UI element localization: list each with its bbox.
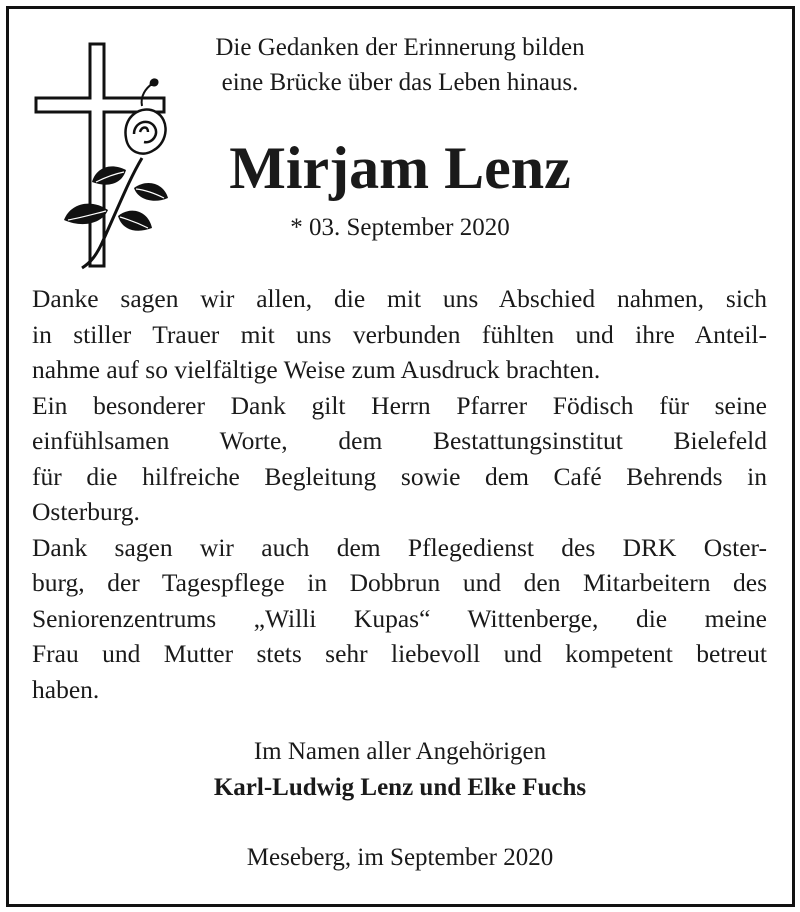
deceased-name: Mirjam Lenz [229,135,571,201]
text-line: Danke sagen wir allen, die mit uns Abschied nahmen, sich [32,284,767,313]
text-line: haben. [32,674,100,704]
text-line: für die hilfreiche Begleitung sowie dem Café Behrends in [32,461,767,491]
place-date: Meseberg, im September 2020 [246,844,554,871]
text-line: nahme auf so vielfältige Weise zum Ausdruck brachten. [32,355,601,384]
text-line: einfühlsamen Worte, dem Bestattungsinstitut Bielefeld [32,426,767,455]
text-line: Dank sagen wir auch dem Pflegedienst des DRK Oster- [32,532,767,562]
cross-with-rose-icon [30,38,175,273]
quote-line: eine Brücke über das Leben hinaus. [221,69,579,96]
text-line: in stiller Trauer mit uns verbunden fühlten und ihre Anteil- [32,319,767,349]
thanks-text [32,281,767,707]
text-line: Osterburg. [32,497,140,526]
signature-intro: Im Namen aller Angehörigen [253,738,547,765]
text-line: burg, der Tagespflege in Dobbrun und den Mitarbeitern des [32,568,767,597]
text-line: Frau und Mutter stets sehr liebevoll und kompetent betreut [32,639,767,668]
signature-block [100,734,700,806]
text-line: Seniorenzentrums „Willi Kupas“ Wittenberge, die meine [32,603,767,633]
birth-date: * 03. September 2020 [290,214,510,241]
quote-line: Die Gedanken der Erinnerung bilden [215,34,585,61]
signature-names: Karl-Ludwig Lenz und Elke Fuchs [213,774,587,801]
memorial-quote [160,30,640,100]
text-line: Ein besonderer Dank gilt Herrn Pfarrer Födisch für seine [32,390,767,420]
